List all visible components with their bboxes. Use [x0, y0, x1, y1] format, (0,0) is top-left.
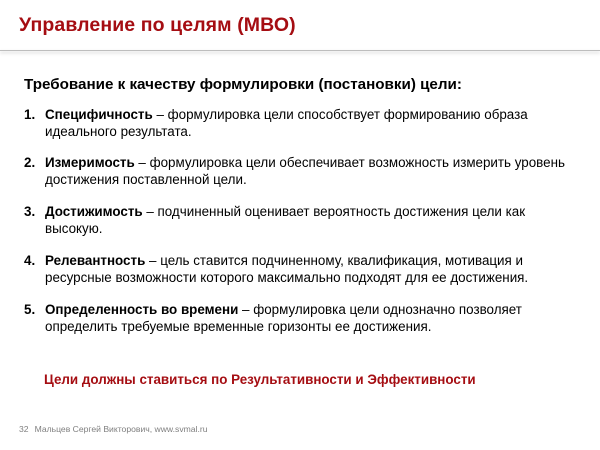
- requirement-item-achievability: [24, 203, 574, 237]
- requirement-term: Релевантность: [45, 253, 146, 268]
- requirement-item-relevance: [24, 252, 574, 286]
- requirement-description: – формулировка цели обеспечивает возможность измерить уровень достижения поставленной цели.: [45, 155, 565, 187]
- requirement-item-specificity: [24, 106, 574, 140]
- page-number: 32: [19, 424, 29, 434]
- requirement-term: Определенность во времени: [45, 302, 239, 317]
- requirement-number: 2.: [24, 155, 36, 170]
- requirement-item-measurability: [24, 154, 574, 188]
- title-divider: [0, 50, 600, 51]
- requirement-description: – цель ставится подчиненному, квалификация, мотивация и ресурсные возможности которого максимально подходят для ее достижения.: [45, 253, 529, 285]
- footer-author: Мальцев Сергей Викторович, www.svmal.ru: [34, 424, 208, 434]
- conclusion-text: Цели должны ставиться по Результативности и Эффективности: [44, 372, 476, 387]
- requirement-number: 3.: [24, 204, 36, 219]
- requirement-term: Измеримость: [45, 155, 135, 170]
- slide-title: Управление по целям (МВО): [19, 14, 296, 36]
- slide-footer: [19, 424, 208, 434]
- requirement-number: 1.: [24, 107, 36, 122]
- requirement-description: – формулировка цели однозначно позволяет определить требуемые временные горизонты ее достижения.: [45, 302, 522, 334]
- requirements-list: [24, 106, 574, 350]
- requirement-description: – формулировка цели способствует формированию образа идеального результата.: [45, 107, 528, 139]
- requirement-term: Достижимость: [45, 204, 143, 219]
- requirement-term: Специфичность: [45, 107, 153, 122]
- requirement-number: 4.: [24, 253, 36, 268]
- slide-subtitle: Требование к качеству формулировки (постановки) цели:: [24, 76, 462, 93]
- requirement-item-time-bound: [24, 301, 574, 335]
- requirement-number: 5.: [24, 302, 36, 317]
- requirement-description: – подчиненный оценивает вероятность достижения цели как высокую.: [45, 204, 526, 236]
